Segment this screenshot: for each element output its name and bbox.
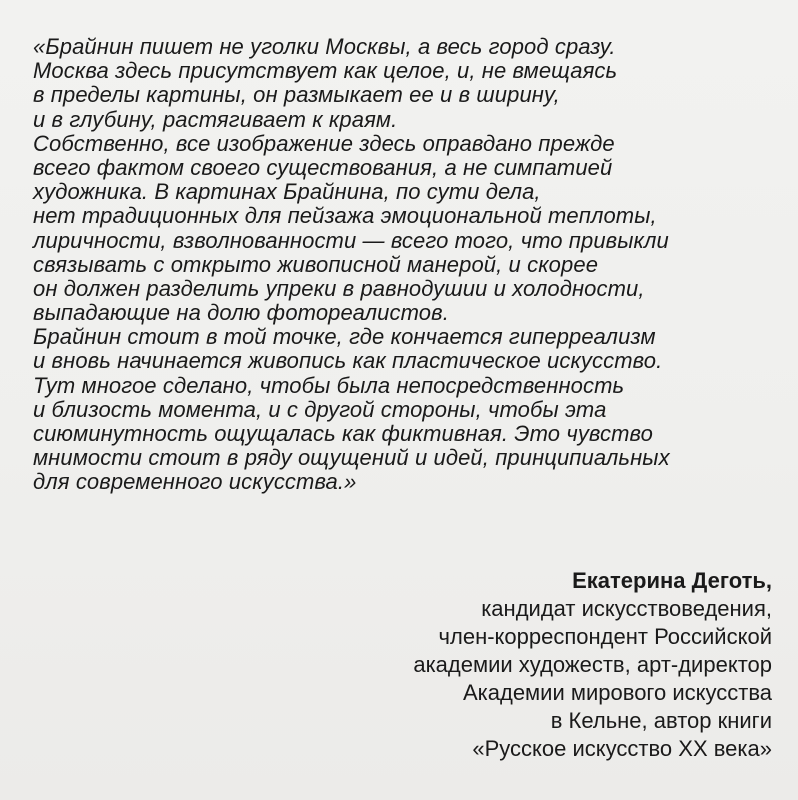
quote-line: мнимости стоит в ряду ощущений и идей, принципиальных — [33, 445, 670, 471]
quote-line: Тут многое сделано, чтобы была непосредственность — [33, 372, 625, 398]
author-credential-line: кандидат искусствоведения, — [481, 596, 772, 621]
quote-line: Москва здесь присутствует как целое, и, не вмещаясь — [33, 58, 618, 84]
quote-line: нет традиционных для пейзажа эмоциональной теплоты, — [33, 203, 657, 229]
attribution-block — [252, 567, 772, 763]
quote-line: и вновь начинается живопись как пластическое искусство. — [33, 348, 663, 374]
quote-line: сиюминутность ощущалась как фиктивная. Это чувство — [33, 421, 653, 446]
quote-line: выпадающие на долю фотореалистов. — [33, 300, 449, 326]
quote-block — [33, 35, 773, 495]
author-credential-line: член-корреспондент Российской — [438, 624, 772, 649]
author-credential-line: «Русское искусство XX века» — [472, 736, 772, 761]
quote-line: и близость момента, и с другой стороны, чтобы эта — [33, 396, 607, 422]
author-credential-line: Академии мирового искусства — [462, 680, 772, 705]
quote-line: «Брайнин пишет не уголки Москвы, а весь город сразу. — [33, 34, 616, 59]
quote-line: для современного искусства.» — [33, 469, 357, 495]
quote-line: он должен разделить упреки в равнодушии и холодности, — [33, 275, 645, 301]
quote-line: Брайнин стоит в той точке, где кончается гиперреализм — [33, 324, 656, 350]
quote-line: в пределы картины, он размыкает ее и в ширину, — [33, 82, 560, 108]
quote-line: всего фактом своего существования, а не симпатией — [33, 154, 613, 180]
quote-line: лиричности, взволнованности — всего того, что привыкли — [33, 227, 669, 253]
author-name: Екатерина Деготь, — [572, 568, 772, 593]
author-credential-line: академии художеств, арт-директор — [413, 652, 772, 677]
quote-line: и в глубину, растягивает к краям. — [33, 106, 398, 132]
quote-line: связывать с открыто живописной манерой, и скорее — [33, 251, 599, 277]
author-credential-line: в Кельне, автор книги — [550, 708, 772, 733]
quote-line: художника. В картинах Брайнина, по сути дела, — [33, 179, 541, 205]
quote-line: Собственно, все изображение здесь оправдано прежде — [33, 130, 615, 156]
